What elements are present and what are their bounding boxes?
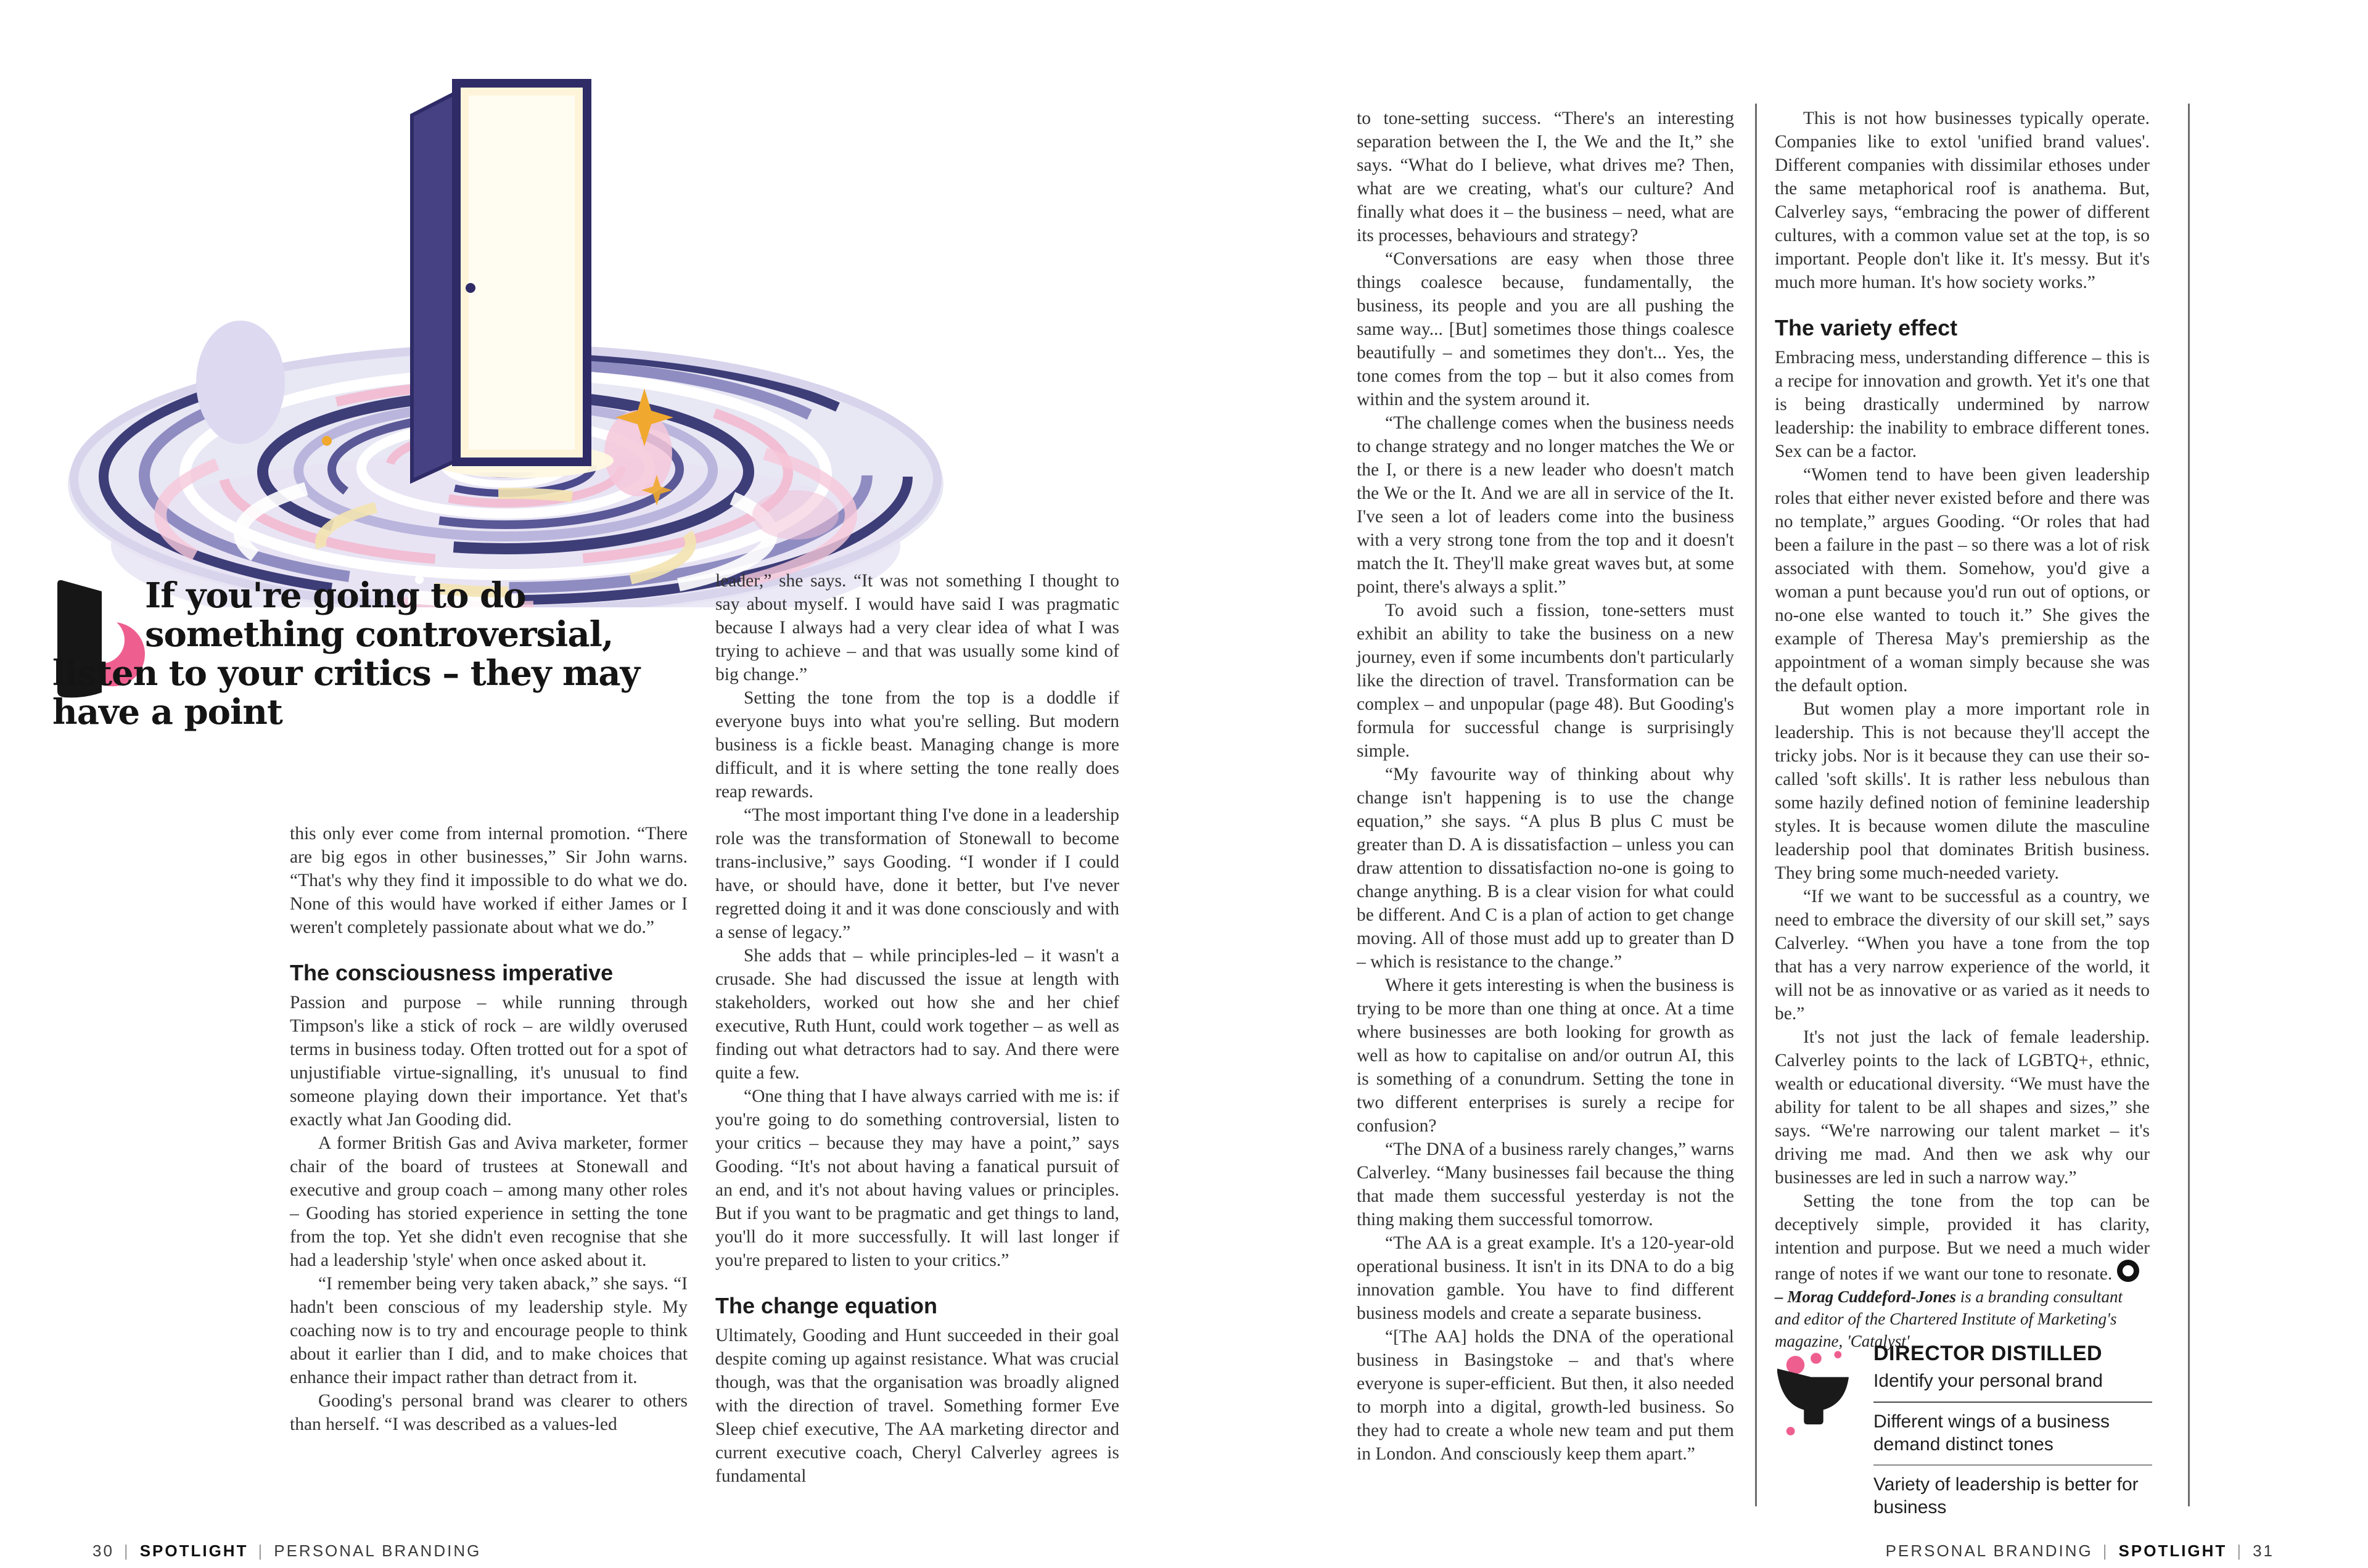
paragraph: “The DNA of a business rarely changes,” warns Calverley. “Many businesses fail because the thing that made them successful yesterday is not the thing making them successful tomorrow.	[1357, 1139, 1734, 1229]
footer-left	[92, 1541, 481, 1561]
director-distilled-item: Variety of leadership is better for business	[1873, 1474, 2139, 1517]
director-distilled-item: Different wings of a business demand distinct tones	[1873, 1411, 2110, 1455]
funnel-distill-icon	[1777, 1350, 1850, 1436]
footer-separator: |	[123, 1541, 130, 1560]
paragraph: “I remember being very taken aback,” she says. “I hadn't been conscious of my leadership style. My coaching now is to try and encourage people to think about it earlier than I did, and to make choices that enhance their impact rather than detract from it.	[290, 1274, 688, 1387]
director-distilled-title: DIRECTOR DISTILLED	[1873, 1342, 2103, 1365]
paragraph: She adds that – while principles-led – it wasn't a crusade. She had discussed the issue at length with stakeholders, worked out how she and her chief executive, Ruth Hunt, could work together – as well as finding out what detractors had to say. And there were quite a few.	[715, 946, 1119, 1083]
open-door	[412, 83, 614, 481]
column-2	[715, 569, 1119, 1488]
paragraph: “If we want to be successful as a country, we need to embrace the diversity of our skill set,” says Calverley. “When you have a tone from the top that has a very narrow experience of the world, it will not be as innovative or as varied as it needs to be.”	[1775, 887, 2150, 1024]
director-distilled-subtitle: Identify your personal brand	[1873, 1371, 2103, 1391]
paragraph: “[The AA] holds the DNA of the operational business in Basingstoke – and that's where everyone is super-efficient. But then, it also needed to morph into a digital, growth-led business. So they had to create a whole new team and put them in London. And consciously keep them apart.”	[1357, 1327, 1734, 1464]
paragraph: leader,” she says. “It was not something I thought to say about myself. I would have said I was pragmatic because I always had a very clear idea of what I was trying to achieve – and that was usually some kind of big change.”	[715, 571, 1119, 684]
paragraph: But women play a more important role in leadership. This is not because they'll accept the tricky jobs. Nor is it because they can use their so-called 'soft skills'. It is rather less nebulous than some hazily defined notion of feminine leadership styles. It is because women dilute the masculine leadership pool that dominates British business. They bring some much-needed variety.	[1775, 699, 2150, 883]
paragraph: “Conversations are easy when those three things coalesce because, fundamentally, the business, its people and you are all pushing the same way... [But] sometimes those things coalesce beautifully – and sometimes they don't... Yes, the tone comes from the top – but it also comes from within and the system around it.	[1357, 249, 1734, 409]
paragraph: “The challenge comes when the business needs to change strategy and no longer matches the We or the I, or there is a new leader who doesn't match the We or the It. And we are all in service of the It. I've seen a lot of leaders come into the business with a very strong tone from the top and it doesn't match the It. They'll make great waves but, at some point, there's always a split.”	[1357, 413, 1734, 597]
pull-quote	[52, 577, 660, 732]
door-ripples-illustration	[37, 22, 962, 607]
paragraph: Passion and purpose – while running through Timpson's like a stick of rock – are wildly overused terms in business today. Often trotted out for a spot of unjustifiable virtue-signalling, it's unusual to find someone playing down their importance. Yet that's exactly what Jan Gooding did.	[290, 993, 688, 1130]
paragraph: Where it gets interesting is when the business is trying to be more than one thing at once. At a time where businesses are both looking for growth as well as how to capitalise on and/or outrun AI, this is something of a conundrum. Setting the tone in two different enterprises is surely a recipe for confusion?	[1357, 975, 1734, 1136]
paragraph: It's not just the lack of female leadership. Calverley points to the lack of LGBTQ+, ethnic, wealth or educational diversity. “We must have the ability for talent to be all shapes and sizes,” she says. “We're narrowing our talent market – it's driving me mad. And then we ask why our businesses are led in such a narrow way.”	[1775, 1027, 2150, 1188]
paragraph	[1775, 1189, 2150, 1286]
column-1	[290, 822, 688, 1436]
paragraph: this only ever come from internal promotion. “There are big egos in other businesses,” Sir John warns. “That's why they find it impossible to do what we do. None of this would have worked if either James or I weren't completely passionate about what we do.”	[290, 824, 688, 937]
footer-separator: |	[2102, 1541, 2109, 1560]
paragraph: to tone-setting success. “There's an interesting separation between the I, the We and the It,” she says. “What do I believe, what drives me? Then, what are we creating, what's our culture? And finally what does it – the business – need, what are its processes, behaviours and strategy?	[1357, 109, 1734, 245]
column-4	[1775, 107, 2150, 1352]
section-heading-variety-effect: The variety effect	[1775, 315, 1958, 340]
footer-separator: |	[2237, 1541, 2243, 1560]
paragraph: Ultimately, Gooding and Hunt succeeded in their goal despite coming up against resistance. What was crucial though, was that the organisation was broadly aligned with the direction of travel. Something former Eve Sleep chief executive, The AA marketing director and current executive coach, Cheryl Calverley agrees is fundamental	[715, 1326, 1119, 1486]
paragraph: “Women tend to have been given leadership roles that either never existed before and there was no template,” argues Gooding. “Or roles that had been a failure in the past – so there was a lot of risk associated with them. Somehow, you'd give a woman a punt because you'd run out of options, or no-one else wanted to touch it.” She gives the example of Theresa May's premiership as the appointment of a woman simply because she was the default option.	[1775, 465, 2150, 696]
paragraph: “The AA is a great example. It's a 120-year-old operational business. It isn't in its DNA to do a big innovation gamble. You have to find different business models and create a separate business.	[1357, 1233, 1734, 1323]
director-distilled-box	[1775, 1341, 2152, 1519]
director-distilled-content	[1873, 1341, 2152, 1519]
footer-section: PERSONAL BRANDING	[274, 1541, 482, 1560]
page-number: 30	[92, 1541, 114, 1560]
author-name: – Morag Cuddeford-Jones	[1775, 1287, 1957, 1306]
footer-right	[1886, 1541, 2274, 1561]
section-heading-change-equation: The change equation	[715, 1293, 938, 1318]
footer-separator: |	[258, 1541, 265, 1560]
footer-section: PERSONAL BRANDING	[1885, 1541, 2093, 1560]
quote-mark-icon	[52, 577, 145, 654]
paragraph: “One thing that I have always carried with me is: if you're going to do something controversial, listen to your critics – because they may have a point,” says Gooding. “It's not about having a fanatical pursuit of an end, and it's not about having values or principles. But if you want to be pragmatic and get things to land, you'll do it more successfully. It will last longer if you're prepared to listen to your critics.”	[715, 1086, 1119, 1270]
paragraph: Gooding's personal brand was clearer to others than herself. “I was described as a values-led	[290, 1391, 688, 1434]
end-of-article-icon	[2117, 1260, 2139, 1282]
section-heading-consciousness: The consciousness imperative	[290, 960, 614, 985]
pull-quote-text: If you're going to do something controversial, listen to your critics – they may have a point	[52, 575, 640, 733]
paragraph: Setting the tone from the top is a doddle if everyone buys into what you're selling. But modern business is a fickle beast. Managing change is more difficult, and it is where setting the tone really does reap rewards.	[715, 688, 1119, 802]
paragraph: “The most important thing I've done in a leadership role was the transformation of Stonewall to become trans-inclusive,” says Gooding. “I wonder if I could have, or should have, done it better, but I've never regretted doing it and it was done consciously and with a sense of legacy.”	[715, 805, 1119, 942]
paragraph-text: Setting the tone from the top can be deceptively simple, provided it has clarity, intention and purpose. But we need a much wider range of notes if we want our tone to resonate.	[1775, 1191, 2150, 1284]
footer-brand: SPOTLIGHT	[139, 1541, 249, 1560]
paragraph: A former British Gas and Aviva marketer, former chair of the board of trustees at Stonewall and executive and group coach – among many other roles – Gooding has storied experience in setting the tone from the top. Yet she didn't even recognise that she had a leadership 'style' when once asked about it.	[290, 1133, 688, 1270]
paragraph: To avoid such a fission, tone-setters must exhibit an ability to take the business on a new journey, even if some incumbents don't particularly like the direction of travel. Transformation can be complex – and unpopular (page 48). But Gooding's formula for successful change is surprisingly simple.	[1357, 601, 1734, 761]
paragraph: Embracing mess, understanding difference – this is a recipe for innovation and growth. Yet it's one that is being drastically undermined by narrow leadership: the inability to embrace different tones. Sex can be a factor.	[1775, 348, 2150, 461]
column-divider-rule	[1755, 104, 1757, 1506]
footer-brand: SPOTLIGHT	[2118, 1541, 2227, 1560]
paragraph: “My favourite way of thinking about why change isn't happening is to use the change equation,” she says. “A plus B plus C must be greater than D. A is dissatisfaction – unless you can draw attention to dissatisfaction no-one is going to change anything. B is a clear vision for what could be different. And C is a plan of action to get change moving. All of those must add up to greater than D – which is resistance to the change.”	[1357, 765, 1734, 972]
paragraph: This is not how businesses typically operate. Companies like to extol 'unified brand values'. Different companies with dissimilar ethoses under the same metaphorical roof is anathema. But, Calverley says, “embracing the power of different cultures, with a common value set at the top, is so important. People don't like it. It's messy. But it's much more human. It's how society works.”	[1775, 109, 2150, 292]
page-edge-rule	[2188, 104, 2190, 1506]
page-number: 31	[2253, 1541, 2274, 1560]
column-3	[1357, 107, 1734, 1466]
author-bio: is a branding consultant and editor of the Chartered Institute of Marketing's magazine, 'Catalyst'	[1775, 1287, 2123, 1350]
